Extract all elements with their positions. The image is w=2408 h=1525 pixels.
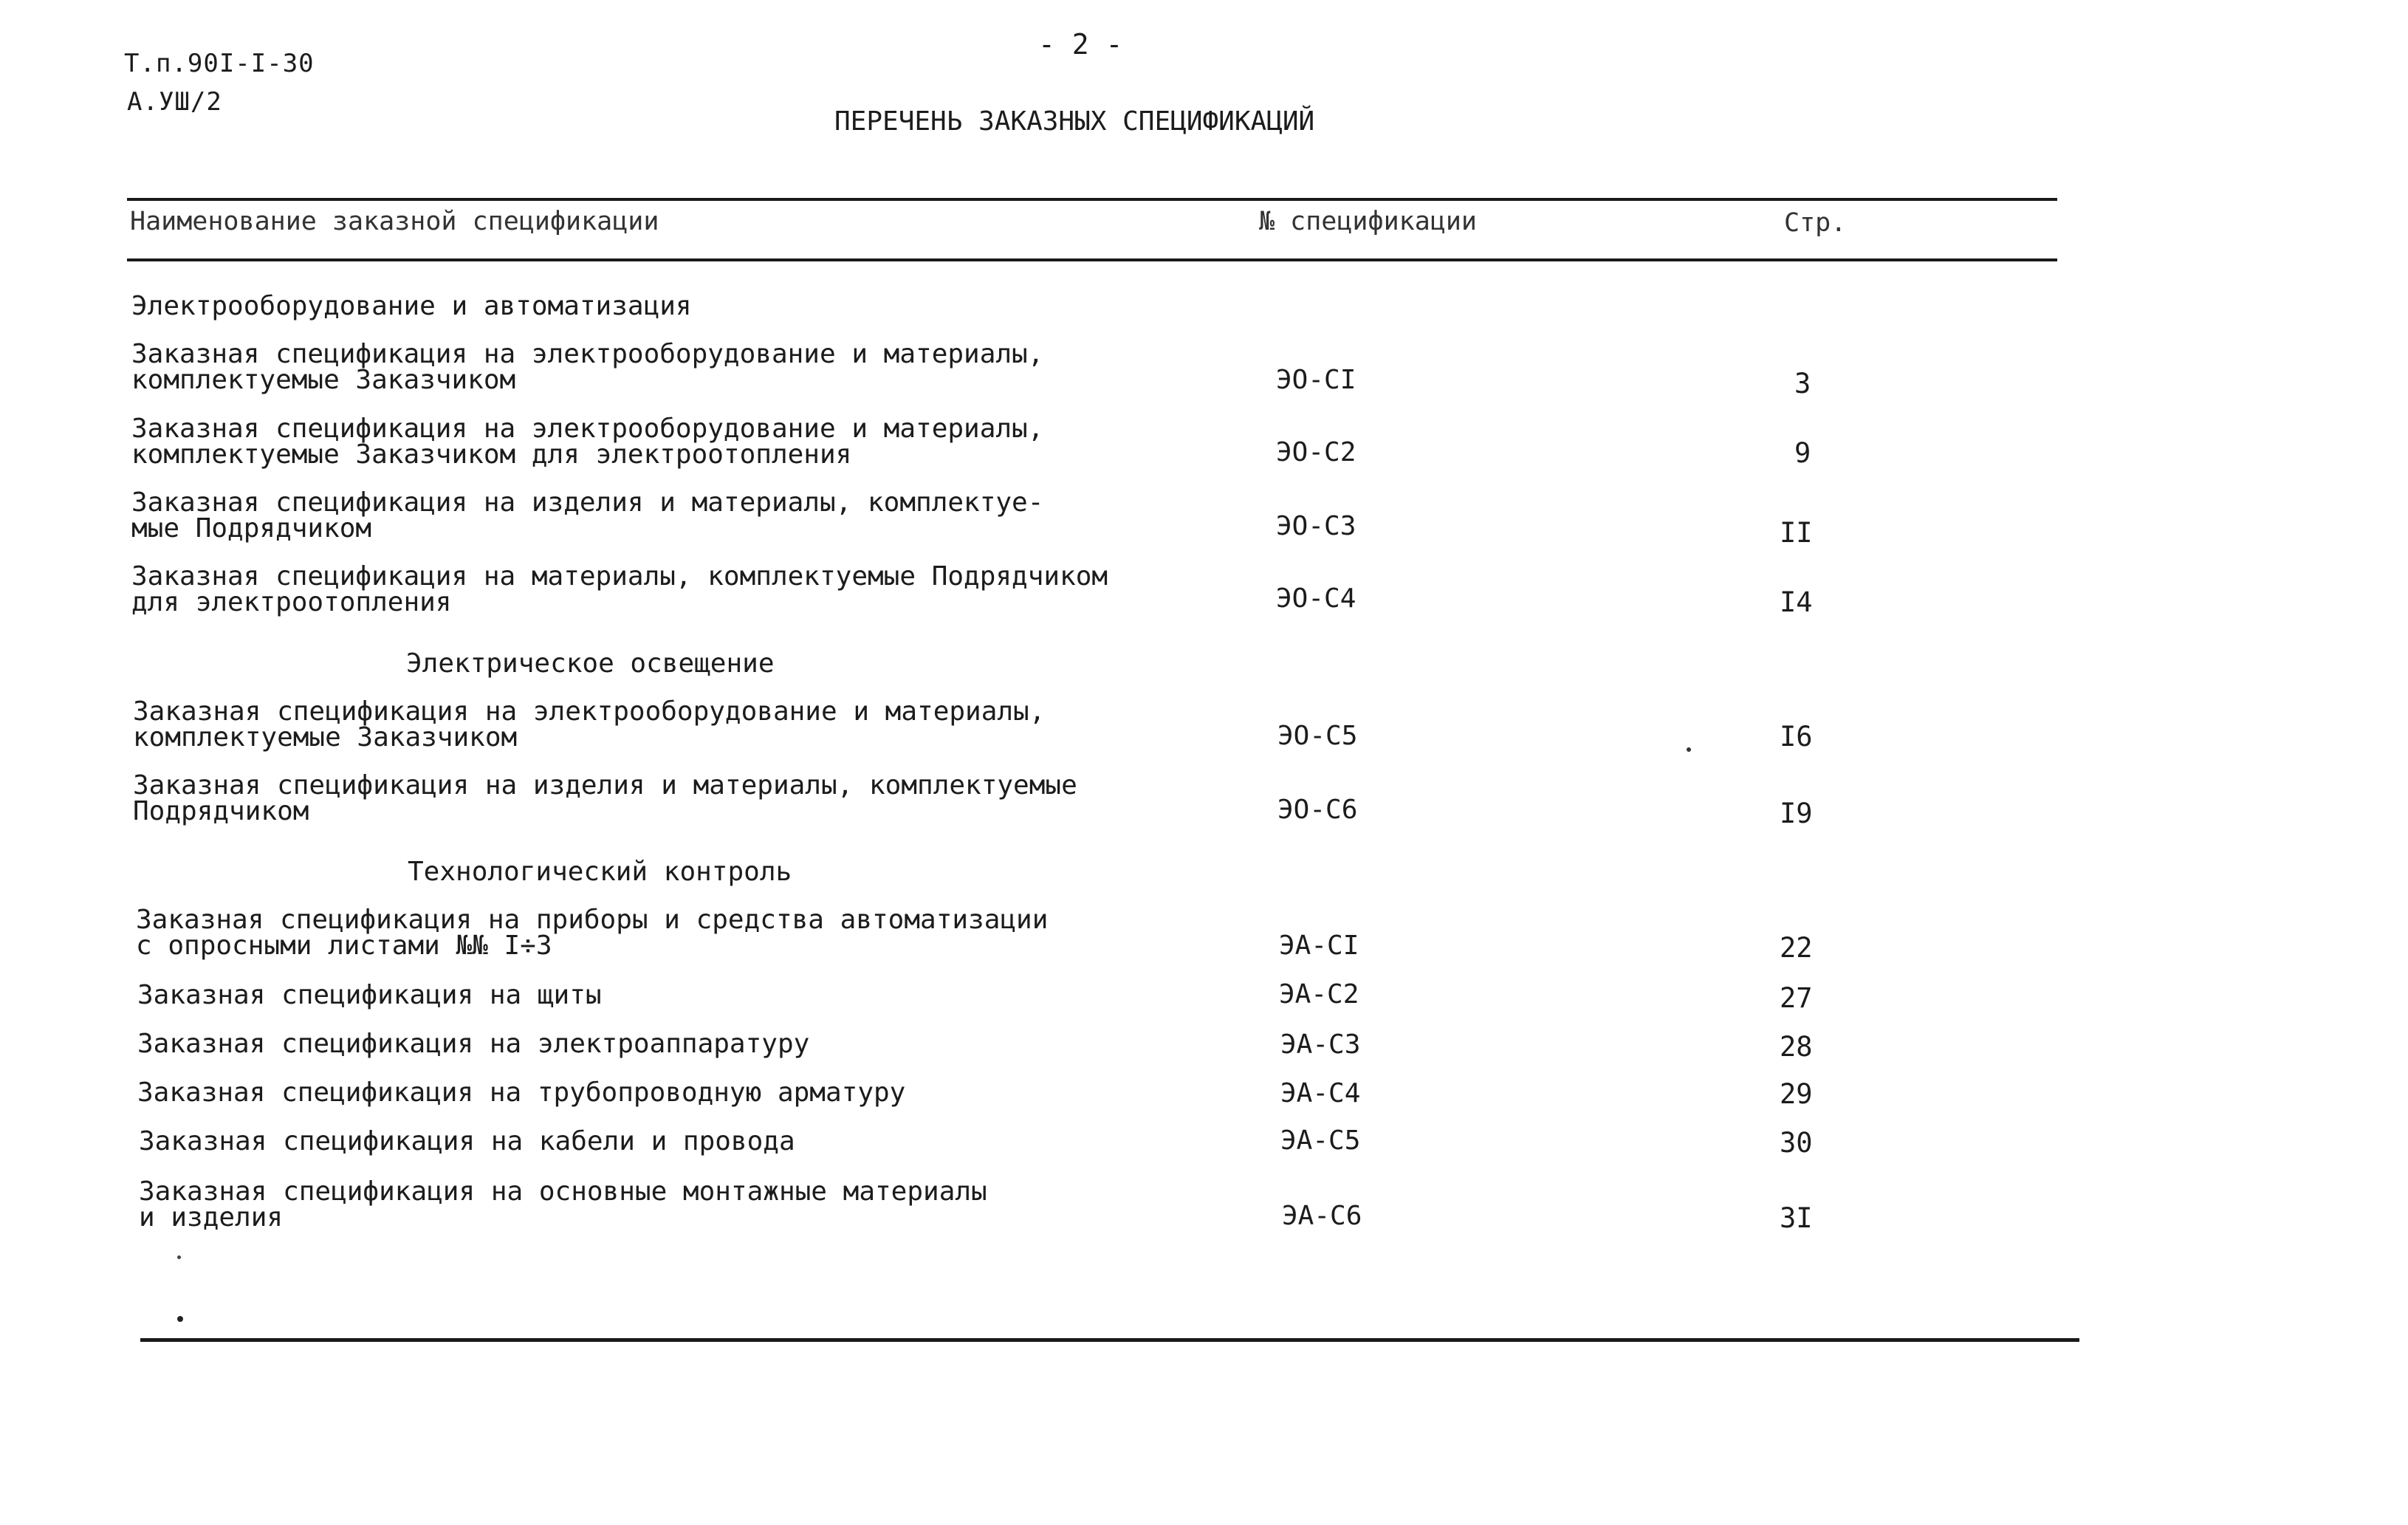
scan-speck [1687,747,1691,752]
page-title: ПЕРЕЧЕНЬ ЗАКАЗНЫХ СПЕЦИФИКАЦИЙ [834,106,1315,137]
spec-page: 3І [1780,1202,1813,1234]
spec-name: Заказная спецификация на трубопроводную арматуру [137,1077,906,1108]
spec-page: І6 [1780,721,1813,753]
spec-code: ЭА-С3 [1280,1029,1361,1060]
spec-name: Заказная спецификация на электроаппаратуру [137,1029,810,1059]
section-title: Технологический контроль [408,857,792,887]
spec-page: II [1780,517,1813,549]
column-header-spec-no: № спецификации [1259,207,1478,236]
spec-code: ЭО-С2 [1276,437,1356,467]
sheet-code: А.УШ/2 [127,87,222,117]
spec-name: Заказная спецификация на электрооборудование и материалы, комплектуемые Заказчиком для электроотопления [131,414,1044,470]
spec-page: 27 [1780,982,1813,1014]
spec-code: ЭА-С4 [1280,1078,1361,1108]
spec-page: І9 [1780,798,1813,829]
spec-page: 22 [1780,932,1813,964]
spec-code: ЭА-СІ [1279,931,1359,961]
column-header-name: Наименование заказной спецификации [130,207,659,236]
spec-page: 28 [1780,1031,1813,1063]
page-number: - 2 - [1038,28,1123,61]
spec-name: Заказная спецификация на щиты [137,980,602,1010]
column-header-page: Стр. [1784,208,1847,238]
table-top-rule [127,198,2057,201]
spec-page: 30 [1780,1127,1813,1159]
scan-speck [177,1255,181,1259]
spec-name: Заказная спецификация на материалы, комплектуемые Подрядчиком для электроотопления [131,561,1108,617]
spec-code: ЭО-С6 [1277,795,1358,825]
spec-code: ЭО-С4 [1276,583,1356,614]
table-header-rule [127,258,2057,261]
spec-code: ЭА-С5 [1280,1125,1361,1156]
spec-code: ЭО-С3 [1276,511,1356,541]
spec-page: 3 [1794,368,1811,400]
document-code: Т.п.90І-І-30 [124,49,315,78]
spec-page: І4 [1780,586,1813,618]
spec-name: Заказная спецификация на электрооборудование и материалы, комплектуемые Заказчиком [131,339,1044,395]
spec-name: Заказная спецификация на изделия и материалы, комплектуемые Подрядчиком [133,770,1077,826]
spec-name: Заказная спецификация на приборы и средства автоматизации с опросными листами №№ І÷3 [136,905,1049,961]
spec-page: 9 [1794,437,1811,469]
spec-code: ЭА-С2 [1279,979,1359,1010]
section-title: Электрооборудование и автоматизация [131,291,692,321]
spec-code: ЭА-С6 [1282,1201,1362,1231]
spec-name: Заказная спецификация на основные монтажные материалы и изделия [139,1176,987,1233]
spec-code: ЭО-СІ [1276,365,1356,395]
scan-speck [177,1316,183,1322]
spec-code: ЭО-С5 [1277,721,1358,751]
spec-page: 29 [1780,1078,1813,1110]
table-bottom-rule [140,1338,2079,1342]
spec-name: Заказная спецификация на кабели и провода [139,1126,795,1156]
spec-name: Заказная спецификация на электрооборудование и материалы, комплектуемые Заказчиком [133,696,1046,753]
spec-name: Заказная спецификация на изделия и материалы, комплектуе- мые Подрядчиком [131,487,1044,544]
section-title: Электрическое освещение [406,648,775,679]
